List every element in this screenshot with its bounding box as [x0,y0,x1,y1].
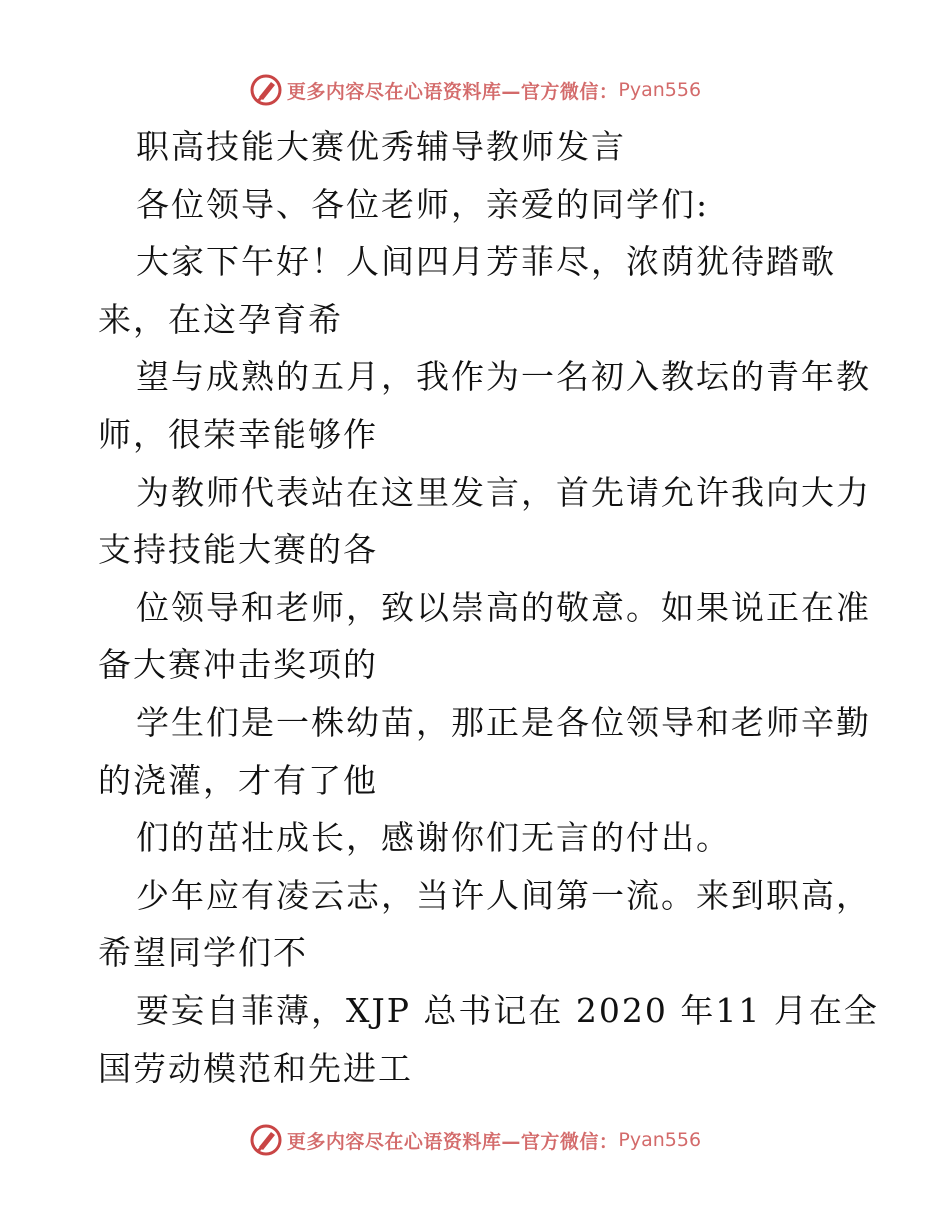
watermark-text: 更多内容尽在心语资料库—官方微信： [286,1130,619,1153]
watermark-wechat-id: Pyan556 [618,79,702,101]
paragraph-line: 学生们是一株幼苗，那正是各位领导和老师辛勤 [136,702,871,742]
paragraph-line: 望与成熟的五月，我作为一名初入教坛的青年教 [136,357,871,397]
salutation: 各位领导、各位老师，亲爱的同学们: [136,184,710,224]
watermark-wechat-id: Pyan556 [618,1129,702,1151]
watermark-text: 更多内容尽在心语资料库—官方微信： [286,80,619,103]
footer-watermark [0,1120,950,1160]
paragraph-line: 位领导和老师，致以崇高的敬意。如果说正在准 [136,587,871,627]
paragraph-line: 希望同学们不 [98,933,308,973]
pen-logo-icon [249,73,283,107]
paragraph-line: 备大赛冲击奖项的 [98,645,378,685]
paragraph-line: 来，在这孕育希 [98,299,343,339]
paragraph-line: 大家下午好！人间四月芳菲尽，浓荫犹待踏歌 [136,242,836,282]
document-title: 职高技能大赛优秀辅导教师发言 [136,127,626,166]
pen-logo-icon [249,1123,283,1157]
paragraph-line: 的浇灌，才有了他 [98,760,378,800]
paragraph-line: 国劳动模范和先进工 [98,1048,413,1088]
header-watermark [0,70,950,110]
paragraph-line: 师，很荣幸能够作 [98,414,378,454]
paragraph-line: 们的茁壮成长，感谢你们无言的付出。 [136,818,731,858]
paragraph-line: 为教师代表站在这里发言，首先请允许我向大力 [136,472,871,512]
paragraph-line: 支持技能大赛的各 [98,530,378,570]
paragraph-line: 要妄自菲薄，XJP 总书记在 2020 年11 月在全 [136,990,879,1030]
paragraph-line: 少年应有凌云志，当许人间第一流。来到职高， [136,875,871,915]
document-body [98,118,879,1097]
